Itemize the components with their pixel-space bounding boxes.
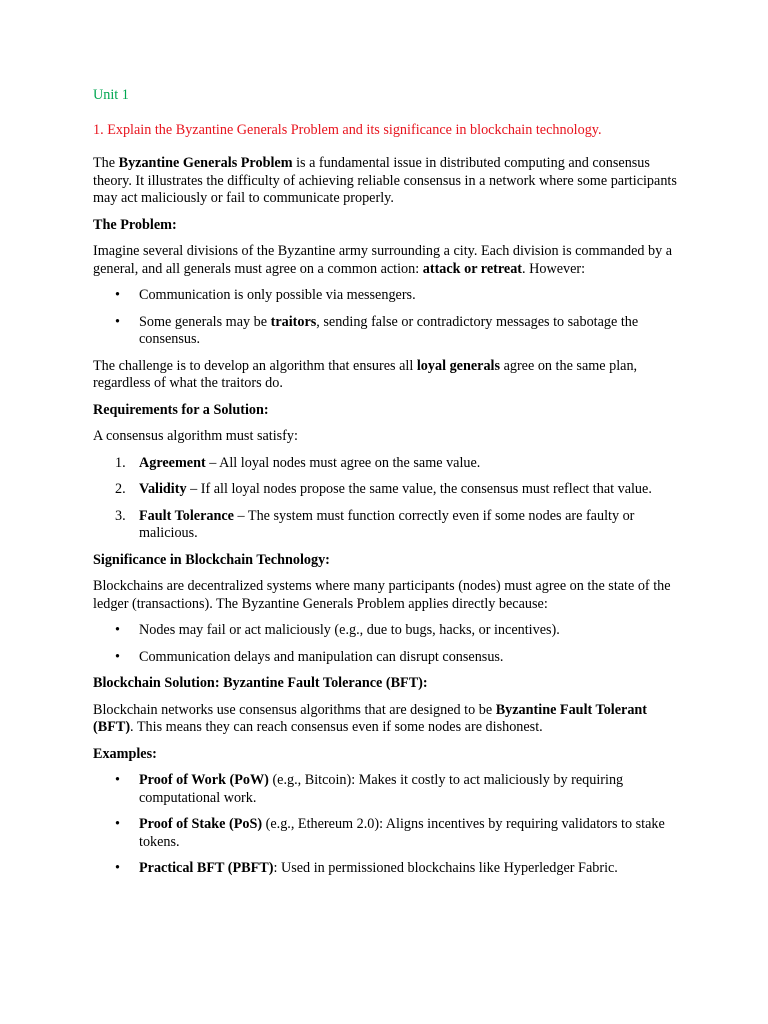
list-item: • Nodes may fail or act maliciously (e.g., due to bugs, hacks, or incentives). (139, 622, 679, 640)
intro-paragraph: The Byzantine Generals Problem is a fundamental issue in distributed computing and consensus theory. It illustrates the difficulty of achieving reliable consensus in a network where some participants may act maliciously or fail to communicate properly. (93, 155, 677, 206)
list-item: 3. Fault Tolerance – The system must function correctly even if some nodes are faulty or malicious. (115, 507, 635, 541)
bft-paragraph: Blockchain networks use consensus algorithms that are designed to be Byzantine Fault Tolerant (BFT). This means they can reach consensus even if some nodes are dishonest. (93, 701, 648, 735)
question-heading: 1. Explain the Byzantine Generals Problem and its significance in blockchain technology. (93, 121, 602, 138)
list-item: • Communication is only possible via messengers. (139, 287, 679, 305)
requirements-list (93, 455, 679, 543)
challenge-paragraph: The challenge is to develop an algorithm that ensures all loyal generals agree on the same plan, regardless of what the traitors do. (93, 357, 638, 391)
problem-bullet-list (93, 287, 679, 349)
bft-heading: Blockchain Solution: Byzantine Fault Tolerance (BFT): (93, 675, 428, 691)
list-item: • Proof of Stake (PoS) (e.g., Ethereum 2.0): Aligns incentives by requiring validators to stake tokens. (139, 816, 679, 851)
significance-bullet-list (93, 622, 679, 666)
significance-heading: Significance in Blockchain Technology: (93, 551, 330, 568)
unit-heading: Unit 1 (93, 87, 129, 103)
problem-heading: The Problem: (93, 216, 177, 233)
examples-heading: Examples: (93, 745, 157, 762)
list-item: • Some generals may be traitors, sending false or contradictory messages to sabotage the consensus. (139, 314, 679, 349)
document-page (93, 87, 679, 887)
list-item: • Practical BFT (PBFT): Used in permissioned blockchains like Hyperledger Fabric. (139, 860, 679, 878)
list-item: 2. Validity – If all loyal nodes propose the same value, the consensus must reflect that value. (115, 481, 652, 497)
problem-paragraph: Imagine several divisions of the Byzantine army surrounding a city. Each division is commanded by a general, and all generals must agree on a common action: attack or retreat. However: (93, 243, 673, 277)
significance-paragraph: Blockchains are decentralized systems where many participants (nodes) must agree on the state of the ledger (transactions). The Byzantine Generals Problem applies directly because: (93, 578, 671, 612)
requirements-heading: Requirements for a Solution: (93, 401, 269, 418)
examples-bullet-list (93, 772, 679, 878)
list-item: • Communication delays and manipulation can disrupt consensus. (139, 649, 679, 667)
list-item: 1. Agreement – All loyal nodes must agree on the same value. (115, 454, 481, 471)
list-item: • Proof of Work (PoW) (e.g., Bitcoin): Makes it costly to act maliciously by requiring computational work. (139, 772, 679, 807)
requirements-intro: A consensus algorithm must satisfy: (93, 428, 298, 444)
